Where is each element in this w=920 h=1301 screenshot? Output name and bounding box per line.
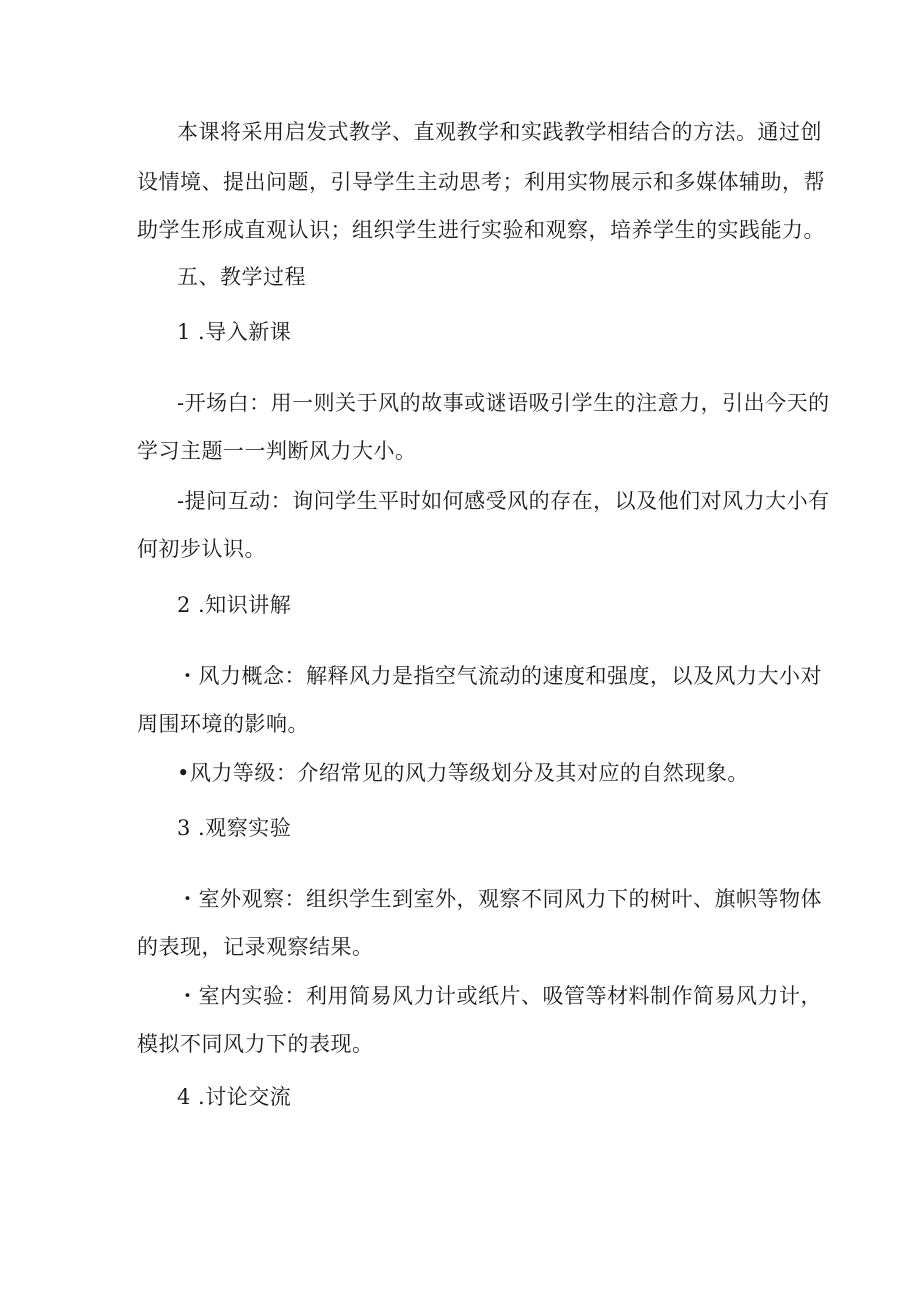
section-heading-teaching-process: 五、教学过程 [177,265,306,289]
paragraph-outdoor-line-1: ・室外观察：组织学生到室外，观察不同风力下的树叶、旗帜等物体 [177,887,822,911]
step-heading-1: 1 .导入新课 [177,320,292,344]
paragraph-concept-line-1: ・风力概念：解释风力是指空气流动的速度和强度，以及风力大小对 [177,664,822,688]
paragraph-concept-line-2: 周围环境的影响。 [137,712,309,736]
paragraph-opening-line-1: -开场白：用一则关于风的故事或谜语吸引学生的注意力，引出今天的 [177,391,830,415]
paragraph-method-line-3: 助学生形成直观认识；组织学生进行实验和观察，培养学生的实践能力。 [137,218,825,242]
paragraph-indoor-line-1: ・室内实验：利用简易风力计或纸片、吸管等材料制作简易风力计， [177,984,822,1008]
paragraph-question-line-1: -提问互动：询问学生平时如何感受风的存在，以及他们对风力大小有 [177,489,830,513]
paragraph-opening-line-2: 学习主题一一判断风力大小。 [137,439,417,463]
paragraph-indoor-line-2: 模拟不同风力下的表现。 [137,1032,374,1056]
step-heading-3: 3 .观察实验 [177,816,292,840]
paragraph-grade-line-1: •风力等级：介绍常见的风力等级划分及其对应的自然现象。 [177,761,749,785]
step-heading-4: 4 .讨论交流 [177,1085,292,1109]
paragraph-method-line-1: 本课将采用启发式教学、直观教学和实践教学相结合的方法。通过创 [177,120,822,144]
paragraph-outdoor-line-2: 的表现，记录观察结果。 [137,935,374,959]
paragraph-question-line-2: 何初步认识。 [137,537,266,561]
paragraph-method-line-2: 设情境、提出问题，引导学生主动思考；利用实物展示和多媒体辅助，帮 [137,170,825,194]
step-heading-2: 2 .知识讲解 [177,593,292,617]
